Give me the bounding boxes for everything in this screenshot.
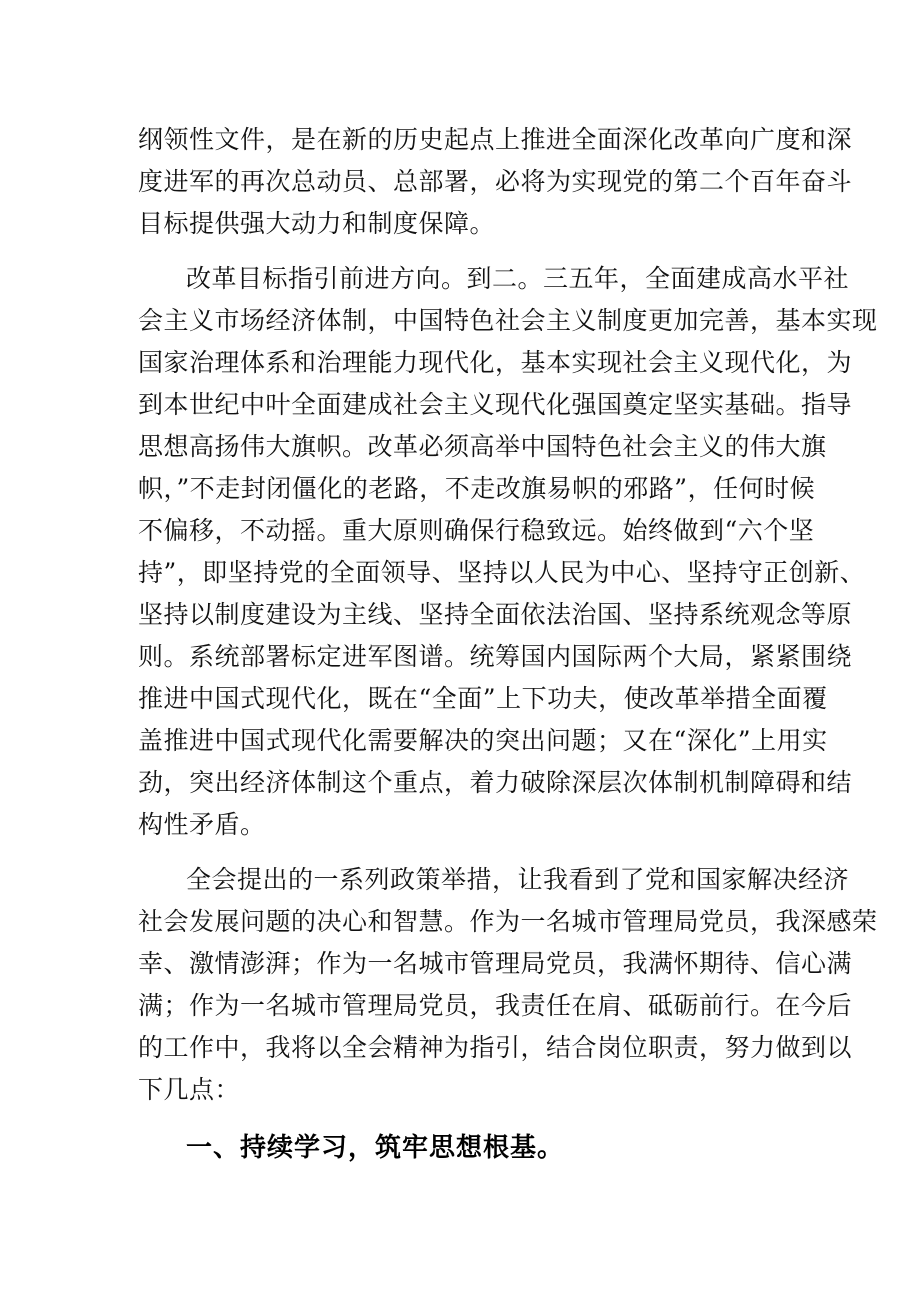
paragraph-2-line-8: 持”，即坚持党的全面领导、坚持以人民为中心、坚持守正创新、 [138,558,866,587]
paragraph-2-line-5: 思想高扬伟大旗帜。改革必须高举中国特色社会主义的伟大旗 [138,432,827,461]
paragraph-2-line-11: 推进中国式现代化，既在“全面”上下功夫，使改革举措全面覆 [138,684,828,713]
paragraph-2-line-2: 会主义市场经济体制，中国特色社会主义制度更加完善，基本实现 [138,306,878,335]
paragraph-2-line-10: 则。系统部署标定进军图谱。统筹国内国际两个大局，紧紧围绕 [138,642,853,671]
paragraph-1-line-3: 目标提供强大动力和制度保障。 [138,209,496,238]
paragraph-2-line-1: 改革目标指引前进方向。到二。三五年，全面建成高水平社 [186,264,850,293]
paragraph-3-line-4: 满；作为一名城市管理局党员，我责任在肩、砥砺前行。在今后 [138,991,853,1020]
paragraph-2-line-14: 构性矛盾。 [138,810,266,839]
paragraph-2-line-7: 不偏移，不动摇。重大原则确保行稳致远。始终做到“六个坚 [138,516,815,545]
paragraph-2-line-4: 到本世纪中叶全面建成社会主义现代化强国奠定坚实基础。指导 [138,390,853,419]
paragraph-2-line-12: 盖推进中国式现代化需要解决的突出问题；又在“深化”上用实 [138,726,828,755]
paragraph-3-line-1: 全会提出的一系列政策举措，让我看到了党和国家解决经济 [186,865,850,894]
paragraph-2-line-9: 坚持以制度建设为主线、坚持全面依法治国、坚持系统观念等原 [138,600,853,629]
paragraph-2-line-13: 劲，突出经济体制这个重点，着力破除深层次体制机制障碍和结 [138,768,853,797]
paragraph-3-line-6: 下几点： [138,1075,241,1104]
paragraph-3-line-3: 幸、激情澎湃；作为一名城市管理局党员，我满怀期待、信心满 [138,949,853,978]
paragraph-2-line-6: 帜，”不走封闭僵化的老路，不走改旗易帜的邪路”，任何时候 [138,474,816,503]
paragraph-3-line-2: 社会发展问题的决心和智慧。作为一名城市管理局党员，我深感荣 [138,907,878,936]
paragraph-3-line-5: 的工作中，我将以全会精神为指引，结合岗位职责，努力做到以 [138,1033,853,1062]
paragraph-1-line-1: 纲领性文件，是在新的历史起点上推进全面深化改革向广度和深 [138,125,853,154]
section-heading: 一、持续学习，筑牢思想根基。 [186,1133,565,1163]
paragraph-2-line-3: 国家治理体系和治理能力现代化，基本实现社会主义现代化，为 [138,348,853,377]
paragraph-1-line-2: 度进军的再次总动员、总部署，必将为实现党的第二个百年奋斗 [138,167,853,196]
